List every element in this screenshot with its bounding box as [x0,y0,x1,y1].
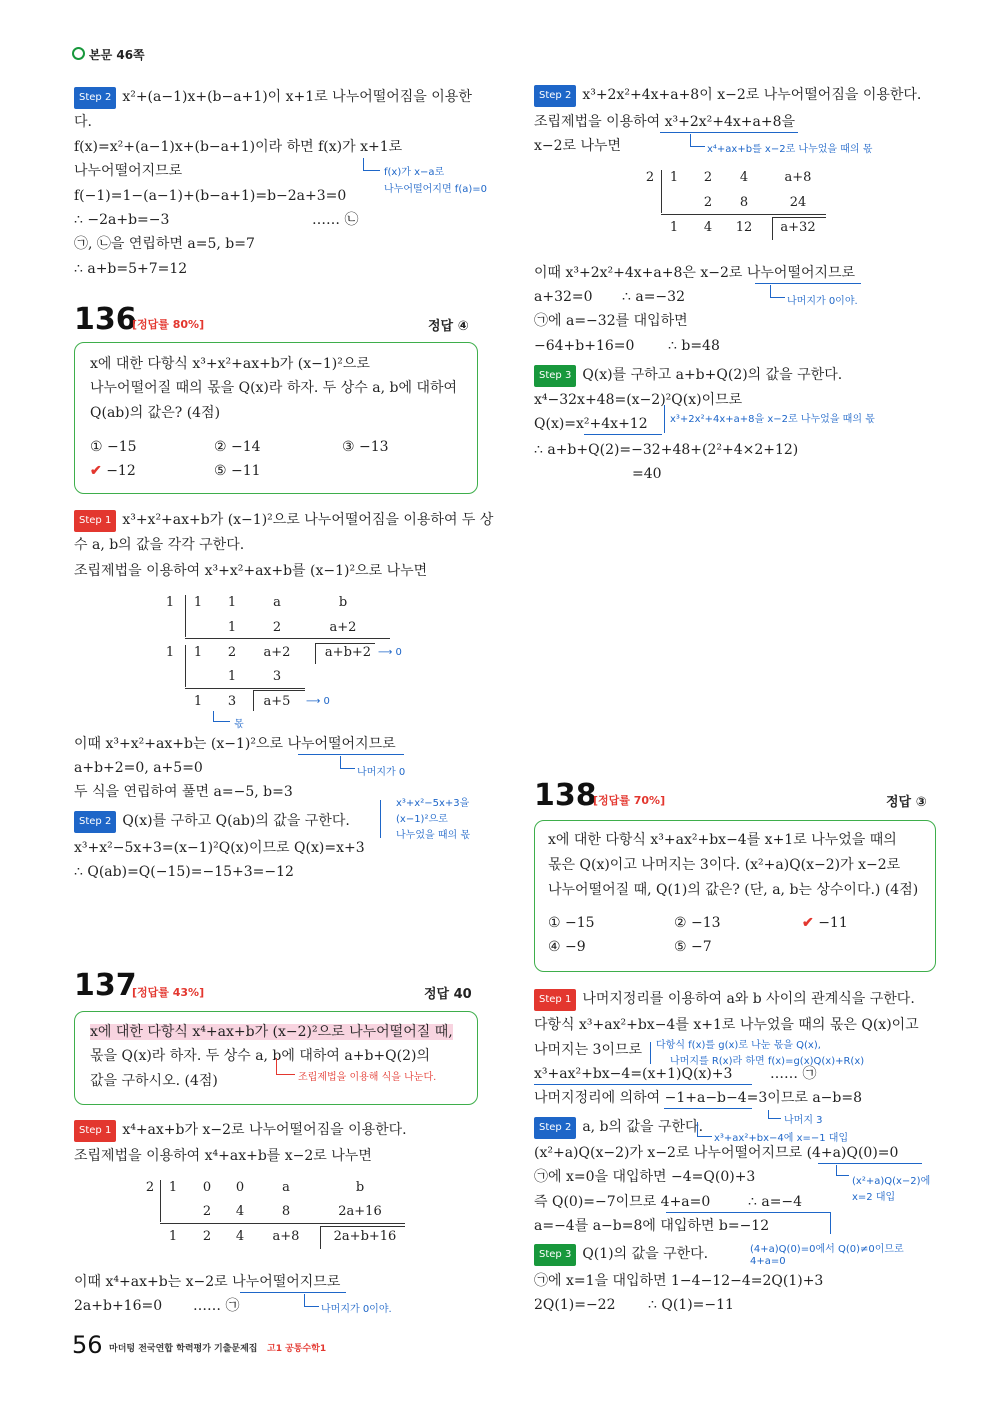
cell: 2 [272,620,282,635]
note-pointer [770,285,785,298]
problem-answer: 정답 ④ [428,319,469,334]
cell: 1 [165,645,175,660]
note-pointer [664,405,665,433]
p138-line: 나머지정리에 의하여 −1+a−b−4=3이므로 a−b=8 [534,1090,862,1106]
q-line: 몫은 Q(x)이고 나머지는 3이다. (x²+a)Q(x−2)가 x−2로 [548,857,901,873]
choice-2[interactable]: ② −14 [214,439,261,455]
q-line: x에 대한 다항식 x³+ax²+bx−4를 x+1로 나누었을 때의 [548,832,897,848]
division-rule [315,643,316,664]
tl-line-1: 다. [74,114,92,130]
step-badge: Step 3 [534,365,576,387]
underline [664,1108,752,1109]
division-rule [185,638,390,639]
choice-4[interactable]: ④ −9 [548,939,586,955]
sol-line: 조립제법을 이용하여 x⁴+ax+b를 x−2로 나누면 [74,1148,372,1164]
page-number: 56 [72,1331,103,1359]
cell: 2 [645,170,655,185]
cell: 2 [227,645,237,660]
q-line: 값을 구하시오. (4점) [90,1073,218,1089]
division-rule [661,170,662,213]
tr-line: ∴ a=−32 [622,289,685,305]
sol-line: x³+x²−5x+3=(x−1)²Q(x)이므로 Q(x)=x+3 [74,840,365,856]
synthetic-division-tr [630,170,850,245]
sol-line: 이때 x⁴+ax+b는 x−2로 나누어떨어지므로 [74,1274,341,1290]
synthetic-division-136 [150,595,450,735]
step-badge: Step 1 [534,989,576,1011]
quotient-note: 몫 [234,719,244,730]
division-rule [772,217,826,218]
division-rule [160,1223,405,1224]
choice-1[interactable]: ① −15 [90,439,137,455]
sol-line: 2a+b+16=0 [74,1298,163,1314]
p138-note-e2: 4+a=0 [750,1256,786,1267]
note-pointer [363,158,380,171]
division-rule [185,595,186,637]
division-rule [315,643,375,644]
tl-line-6: …… ㉡ [312,212,359,228]
tr-line: ㉠에 a=−32를 대입하면 [534,313,688,329]
step-badge: Step 2 [534,1117,576,1139]
underline [660,132,798,133]
p138-step3: Step 3 Q(1)의 값을 구한다. [534,1244,708,1266]
tl-line-3: 나누어떨어지므로 [74,163,183,179]
tl-note-2: 나누어떨어지면 f(a)=0 [384,184,487,195]
tr-line: ∴ b=48 [668,338,720,354]
tr-line: Q(x)=x²+4x+12 [534,416,648,432]
cell: 4 [703,220,713,235]
p138-note-a1: 다항식 f(x)를 g(x)로 나눈 몫을 Q(x), [656,1040,821,1051]
sol-line: a+b+2=0, a+5=0 [74,760,203,776]
q-note: 조립제법을 이용해 식을 나눈다. [298,1072,437,1083]
cell: 2 [703,170,713,185]
p138-line: x³+ax²+bx−4=(x+1)Q(x)+3 [534,1066,733,1082]
q-line: Q(ab)의 값은? (4점) [90,405,221,421]
cell: 1 [669,220,679,235]
division-rule [661,214,826,215]
choice-5[interactable]: ⑤ −11 [214,463,261,479]
tr-intro-note: x⁴+ax+b를 x−2로 나누었을 때의 몫 [707,144,873,155]
tl-line-8: ∴ a+b=5+7=12 [74,261,188,277]
note-right: 나누었을 때의 몫 [396,830,470,841]
cell: 1 [165,595,175,610]
sol-step1: Step 1 x³+x²+ax+b가 (x−1)²으로 나누어떨어짐을 이용하여 두 상 [74,510,493,532]
sol-line: 두 식을 연립하여 풀면 a=−5, b=3 [74,784,293,800]
q-line: 나누어떨어질 때, Q(1)의 값은? (단, a, b는 상수이다.) (4점) [548,882,919,898]
note-pointer [697,1122,712,1137]
step-badge: Step 2 [74,811,116,833]
tr-line: x⁴−32x+48=(x−2)²Q(x)이므로 [534,392,743,408]
tl-note-1: f(x)가 x−a로 [384,167,445,178]
sol-line: 조립제법을 이용하여 x³+x²+ax+b를 (x−1)²으로 나누면 [74,563,428,579]
cell: 1 [168,1180,178,1195]
division-rule [772,217,773,240]
remainder-note: 나머지가 0이야. [787,296,858,307]
p138-step2: Step 2 a, b의 값을 구한다. [534,1117,703,1139]
underline [534,1084,752,1085]
cell: 8 [281,1204,291,1219]
tr-step2: Step 2 x³+2x²+4x+a+8이 x−2로 나누어떨어짐을 이용한다. [534,85,921,107]
p138-line: 즉 Q(0)=−7이므로 4+a=0 [534,1194,711,1210]
cell: a+5 [263,694,291,709]
cell: 8 [739,195,749,210]
choice-3[interactable]: ③ −13 [342,439,389,455]
p138-line: 다항식 x³+ax²+bx−4를 x+1로 나누었을 때의 몫은 Q(x)이고 [534,1017,919,1033]
tl-line-2: f(x)=x²+(a−1)x+(b−a+1)이라 하면 f(x)가 x+1로 [74,139,403,155]
cell: 4 [739,170,749,185]
note-pointer [690,134,705,147]
sol-step1: Step 1 x⁴+ax+b가 x−2로 나누어떨어짐을 이용한다. [74,1120,407,1142]
cell: a+2 [329,620,357,635]
p138-line: ㉠에 x=0을 대입하면 −4=Q(0)+3 [534,1169,756,1185]
cell: 2a+b+16 [333,1229,397,1244]
note-right: x³+x²−5x+3을 [396,798,470,809]
check-icon: ✔ [802,915,814,931]
check-icon: ✔ [90,463,102,479]
q-line: 나누어떨어질 때의 몫을 Q(x)라 하자. 두 상수 a, b에 대하여 [90,380,458,396]
step-badge: Step 2 [74,87,116,109]
note-pointer [830,1212,831,1234]
choice-3-correct[interactable]: ✔ −11 [802,915,848,931]
p138-line: ㉠에 x=1을 대입하면 1−4−12−4=2Q(1)+3 [534,1273,824,1289]
q-line: x에 대한 다항식 x³+x²+ax+b가 (x−1)²으로 [90,356,370,372]
p138-note-d2: x=2 대입 [852,1192,896,1203]
choice-4-correct[interactable]: ✔ −12 [90,463,136,479]
cell: 0 [202,1180,212,1195]
step-badge: Step 1 [74,510,116,532]
q-line: x에 대한 다항식 x⁴+ax+b가 (x−2)²으로 나누어떨어질 때, [90,1024,453,1040]
p138-line: ∴ Q(1)=−11 [648,1297,734,1313]
underline [818,1163,922,1164]
division-rule [320,1226,405,1227]
note-pointer [276,1058,295,1075]
footer-course: 고1 공통수학1 [267,1344,327,1354]
note-pointer [690,1212,830,1213]
step-badge: Step 1 [74,1120,116,1142]
sol-step2: Step 2 Q(x)를 구하고 Q(ab)의 값을 구한다. [74,811,350,833]
cell: 1 [669,170,679,185]
cell: 2 [703,195,713,210]
q-line: 몫을 Q(x)라 하자. 두 상수 a, b에 대하여 a+b+Q(2)의 [90,1048,430,1064]
cell: 3 [227,694,237,709]
underline [298,754,404,755]
cell: a+b+2 [324,645,372,660]
tr-line: a+32=0 [534,289,593,305]
p138-note-c: x³+ax²+bx−4에 x=−1 대입 [714,1133,849,1144]
cell: 1 [227,669,237,684]
footer-book: 마더텅 전국연합 학력평가 기출문제집 [109,1344,258,1354]
cell: 2 [202,1204,212,1219]
tl-line-4: f(−1)=1−(a−1)+(b−a+1)=b−2a+3=0 [74,188,347,204]
page-ref: 본문 46쪽 [72,46,145,63]
cell: 4 [235,1229,245,1244]
division-rule [185,645,186,687]
choice-1[interactable]: ① −15 [548,915,595,931]
problem-rate: [정답률 70%] [593,794,666,807]
p138-note-a2: 나머지를 R(x)라 하면 f(x)=g(x)Q(x)+R(x) [670,1056,865,1067]
division-rule [253,690,305,691]
p138-line: ∴ a=−4 [748,1194,803,1210]
sol-line: ∴ Q(ab)=Q(−15)=−15+3=−12 [74,864,294,880]
zero-mark: ⟶ 0 [306,696,330,707]
tr-line: 이때 x³+2x²+4x+a+8은 x−2로 나누어떨어지므로 [534,265,856,281]
cell: 1 [227,620,237,635]
note-pointer [836,1165,849,1176]
problem-answer: 정답 40 [424,987,472,1002]
note-pointer [304,1294,319,1307]
cell: a+32 [780,220,816,235]
circle-icon [72,47,85,60]
cell: 1 [227,595,237,610]
step-badge: Step 3 [534,1244,576,1266]
cell: 1 [193,694,203,709]
tr-line: −64+b+16=0 [534,338,635,354]
cell: 3 [272,669,282,684]
sol-line: 수 a, b의 값을 각각 구한다. [74,537,245,553]
division-rule [160,1180,161,1222]
cell: 2a+16 [338,1204,382,1219]
division-rule [320,1226,321,1249]
p138-line: a=−4를 a−b=8에 대입하면 b=−12 [534,1218,770,1234]
p138-line: 2Q(1)=−22 [534,1297,616,1313]
cell: a+8 [784,170,812,185]
p138-note-e1: (4+a)Q(0)=0에서 Q(0)≠0이므로 [750,1244,904,1255]
note-pointer [768,1110,781,1119]
tr-line: ∴ a+b+Q(2)=−32+48+(2²+4×2+12) [534,442,799,458]
choice-2[interactable]: ② −13 [674,915,721,931]
cell: 2 [145,1180,155,1195]
cell: b [355,1180,365,1195]
tr-line: =40 [632,466,662,482]
cell: 1 [193,595,203,610]
underline [240,1292,346,1293]
p138-line: (x²+a)Q(x−2)가 x−2로 나누어떨어지므로 (4+a)Q(0)=0 [534,1145,899,1161]
tl-line-5: ∴ −2a+b=−3 [74,212,170,228]
cell: 0 [235,1180,245,1195]
remainder-note: 나머지가 0이야. [321,1304,392,1315]
problem-number: 137 [74,968,137,1003]
tr-line: 조립제법을 이용하여 x³+2x²+4x+a+8을 [534,114,796,130]
cell: a [282,1180,290,1195]
sol-line: 이때 x³+x²+ax+b는 (x−1)²으로 나누어떨어지므로 [74,736,396,752]
tl-line-7: ㉠, ㉡을 연립하면 a=5, b=7 [74,236,255,252]
step-badge: Step 2 [534,85,576,107]
problem-number: 136 [74,302,137,337]
p138-line: 나머지는 3이므로 [534,1042,643,1058]
note-pointer [650,1042,651,1064]
problem-answer: 정답 ③ [886,795,927,810]
cell: a+2 [263,645,291,660]
sol-line: …… ㉠ [193,1298,240,1314]
note-pointer [213,711,230,722]
tr-final-note: x³+2x²+4x+a+8을 x−2로 나누었을 때의 몫 [670,414,875,425]
underline [755,283,861,284]
cell: 12 [735,220,753,235]
tr-step3: Step 3 Q(x)를 구하고 a+b+Q(2)의 값을 구한다. [534,365,842,387]
remainder-note: 나머지가 0 [357,767,406,778]
note-pointer [380,800,381,838]
cell: 4 [235,1204,245,1219]
p138-step1: Step 1 나머지정리를 이용하여 a와 b 사이의 관계식을 구한다. [534,989,915,1011]
problem-rate: [정답률 80%] [132,318,205,331]
cell: a+8 [272,1229,300,1244]
division-rule [185,688,305,689]
p138-line: …… ㉠ [770,1066,817,1082]
problem-number: 138 [534,778,597,813]
choice-5[interactable]: ⑤ −7 [674,939,712,955]
tl-line-0: Step 2 x²+(a−1)x+(b−a+1)이 x+1로 나누어떨어짐을 이용한 [74,87,472,109]
tr-line: x−2로 나누면 [534,138,622,154]
cell: b [338,595,348,610]
division-rule [253,690,254,711]
note-pointer [340,756,355,769]
cell: 1 [193,645,203,660]
cell: 24 [789,195,807,210]
cell: 2 [202,1229,212,1244]
cell: 1 [168,1229,178,1244]
synthetic-division-137 [130,1180,450,1255]
zero-mark: ⟶ 0 [378,647,402,658]
p138-note-b: 나머지 3 [784,1115,823,1126]
p138-note-d1: (x²+a)Q(x−2)에 [852,1176,931,1187]
note-right: (x−1)²으로 [396,814,448,825]
cell: a [273,595,281,610]
underline [584,434,662,435]
problem-rate: [정답률 43%] [132,986,205,999]
